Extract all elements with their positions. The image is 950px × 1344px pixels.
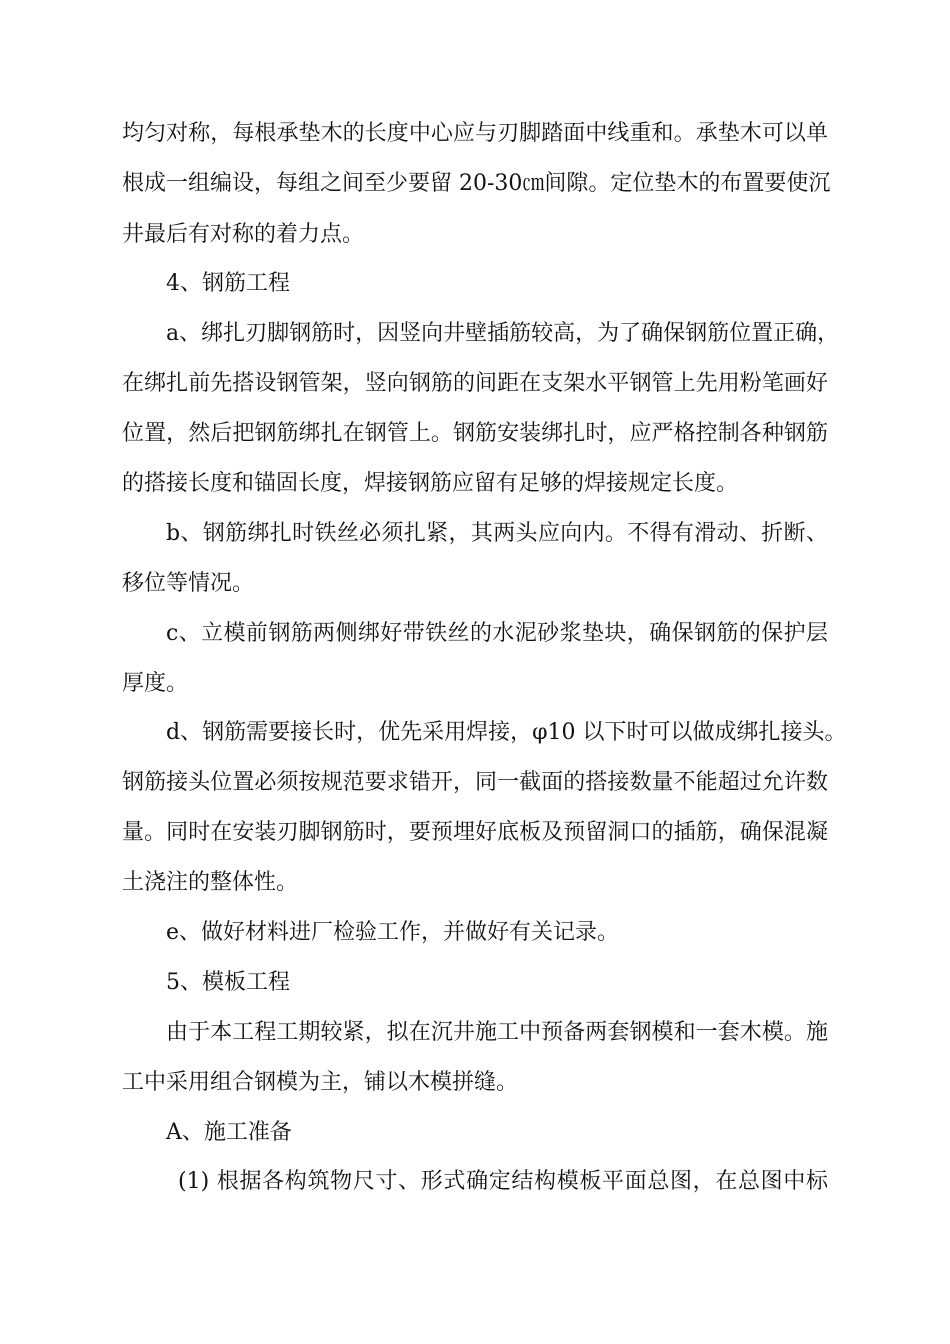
text-line: 由于本工程工期较紧，拟在沉井施工中预备两套钢模和一套木模。施	[166, 1020, 828, 1045]
text-line: 土浇注的整体性。	[122, 870, 299, 895]
text-line: 移位等情况。	[122, 571, 255, 596]
text-line: 的搭接长度和锚固长度，焊接钢筋应留有足够的焊接规定长度。	[122, 471, 739, 496]
subsection-heading: A、施工准备	[166, 1120, 292, 1145]
text-line: 根成一组编设，每组之间至少要留 20-30㎝间隙。定位垫木的布置要使沉	[122, 171, 831, 196]
text-line: 钢筋接头位置必须按规范要求错开，同一截面的搭接数量不能超过允许数	[122, 770, 828, 795]
text-line: c、立模前钢筋两侧绑好带铁丝的水泥砂浆垫块，确保钢筋的保护层	[166, 621, 828, 646]
text-line: 位置，然后把钢筋绑扎在钢管上。钢筋安装绑扎时，应严格控制各种钢筋	[122, 421, 828, 446]
text-line: (1) 根据各构筑物尺寸、形式确定结构模板平面总图，在总图中标	[178, 1169, 828, 1194]
text-line: 在绑扎前先搭设钢管架，竖向钢筋的间距在支架水平钢管上先用粉笔画好	[122, 371, 828, 396]
text-line: b、钢筋绑扎时铁丝必须扎紧，其两头应向内。不得有滑动、折断、	[166, 521, 828, 546]
text-line: d、钢筋需要接长时，优先采用焊接，φ10 以下时可以做成绑扎接头。	[166, 720, 847, 745]
text-line: a、绑扎刃脚钢筋时，因竖向井壁插筋较高，为了确保钢筋位置正确，	[166, 321, 840, 346]
text-line: 井最后有对称的着力点。	[122, 222, 365, 247]
section-heading: 5、模板工程	[166, 970, 290, 995]
text-line: 量。同时在安装刃脚钢筋时，要预埋好底板及预留洞口的插筋，确保混凝	[122, 820, 828, 845]
text-line: e、做好材料进厂检验工作，并做好有关记录。	[166, 920, 620, 945]
text-line: 均匀对称，每根承垫木的长度中心应与刃脚踏面中线重和。承垫木可以单	[122, 121, 828, 146]
section-heading: 4、钢筋工程	[166, 271, 290, 296]
text-line: 工中采用组合钢模为主，铺以木模拼缝。	[122, 1070, 519, 1095]
text-line: 厚度。	[122, 671, 189, 696]
